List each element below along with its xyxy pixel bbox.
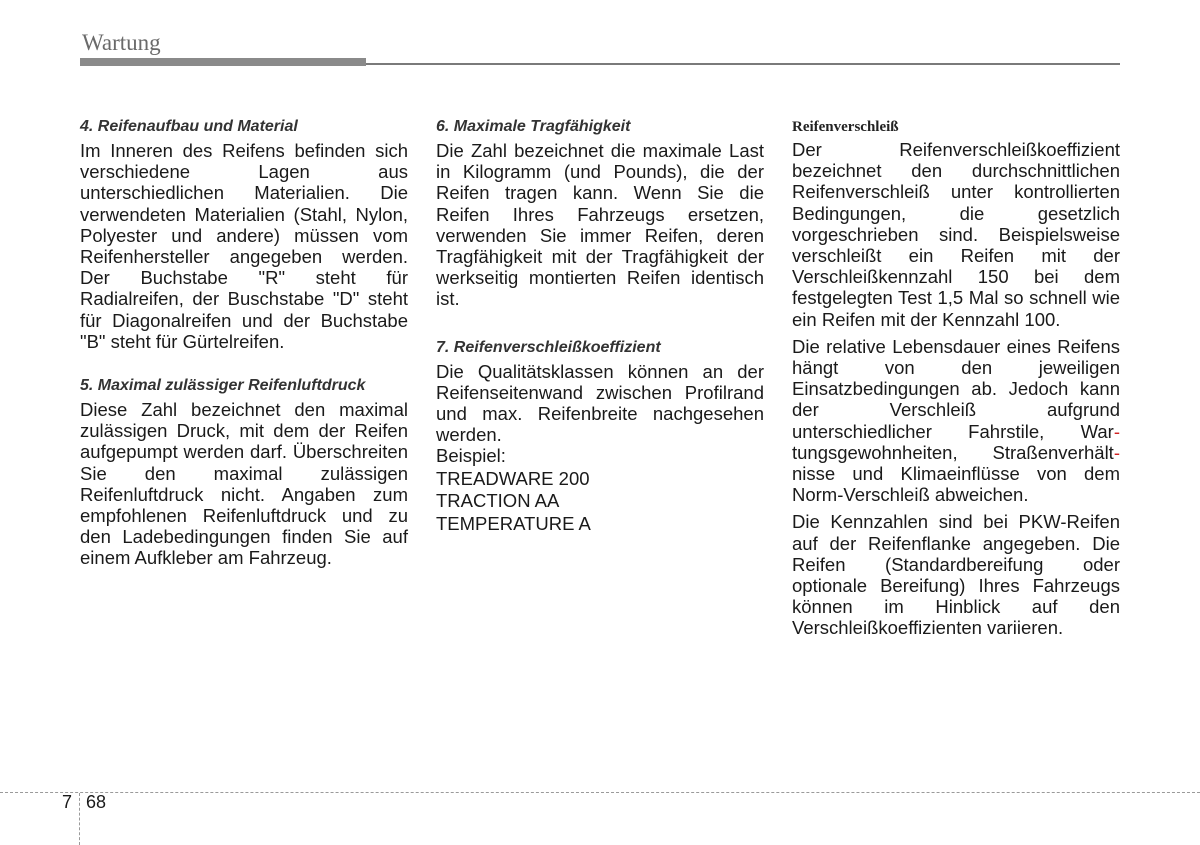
section-6-heading: 6. Maximale Tragfähigkeit: [436, 118, 631, 135]
hyphen-mark: -: [1113, 420, 1120, 442]
column-right: [792, 117, 1120, 639]
section-4-text: Im Inneren des Reifens befinden sich verschiedene Lagen aus unterschiedlichen Materialien. Die verwendeten Materialien (Stahl, Nylon, Polyester und andere) müssen vom Reifenhersteller angegeben werden. Der Buchstabe "R" steht für Radialreifen, der Buschstabe "D" steht für Diagonalreifen und der Buchstabe "B" steht für Gürtelreifen.: [80, 140, 408, 352]
example-line-temperature: TEMPERATURE A: [436, 512, 591, 534]
header-rule-thin: [366, 63, 1120, 65]
section-5-text: Diese Zahl bezeichnet den maximal zulässigen Druck, mit dem der Reifen aufgepumpt werden darf. Überschreiten Sie den maximal zulässigen Reifenluftdruck nicht. Angaben zum empfohlenen Reifenluftdruck und zu den Ladebedingungen finden Sie auf einem Aufkleber am Fahrzeug.: [80, 399, 408, 569]
page-number: 68: [86, 792, 107, 812]
tire-wear-paragraph-3: Die Kennzahlen sind bei PKW-Reifen auf der Reifenflanke angegeben. Die Reifen (Standardbereifung oder optionale Bereifung) Ihres Fahrzeugs können im Hinblick auf den Verschleißkoeffizienten variieren.: [792, 511, 1120, 639]
column-middle: [436, 117, 764, 535]
example-line-traction: TRACTION AA: [436, 490, 560, 512]
tire-wear-paragraph-1: Der Reifenverschleißkoeffizient bezeichnet den durchschnittlichen Reifenverschleiß unter kontrollierten Bedingungen, die gesetzlich vorgeschrieben sind. Beispielsweise verschleißt ein Reifen mit der Verschleißkennzahl 150 bei dem festgelegten Test 1,5 Mal so schnell wie ein Reifen mit der Kennzahl 100.: [792, 139, 1120, 330]
page-header-title: Wartung: [82, 30, 161, 55]
tire-wear-paragraph-2: Die relative Lebensdauer eines Reifens hängt von den jeweiligen Einsatzbedingungen ab. Jedoch kann der Verschleiß aufgrund unterschiedlicher Fahrstile, War- tungsgewohnheiten, Straßenverhält- nisse und Klimaeinflüsse von dem Norm-Verschleiß abweichen.: [792, 335, 1120, 506]
header-rule-thick: [80, 58, 366, 66]
section-6-text: Die Zahl bezeichnet die maximale Last in Kilogramm (und Pounds), die der Reifen tragen kann. Wenn Sie die Reifen Ihres Fahrzeugs ersetzen, verwenden Sie immer Reifen, deren Tragfähigkeit mit der Tragfähigkeit der werkseitig montierten Reifen identisch ist.: [436, 140, 764, 310]
section-7-heading: 7. Reifenverschleißkoeffizient: [436, 338, 661, 356]
example-label: Beispiel:: [436, 445, 506, 467]
example-line-treadware: TREADWARE 200: [436, 467, 590, 489]
section-7-text: Die Qualitätsklassen können an der Reifenseitenwand zwischen Profilrand und max. Reifenbreite nachgesehen werden.: [436, 360, 764, 446]
footer-vertical-dash: [79, 793, 80, 845]
column-left: [80, 117, 408, 569]
footer-dashed-rule: [0, 792, 1200, 793]
chapter-number: 7: [62, 792, 73, 812]
tire-wear-heading: Reifenverschleiß: [792, 119, 899, 135]
hyphen-mark: -: [1113, 441, 1120, 463]
section-4-heading: 4. Reifenaufbau und Material: [80, 118, 298, 135]
section-5-heading: 5. Maximal zulässiger Reifenluftdruck: [80, 377, 366, 395]
